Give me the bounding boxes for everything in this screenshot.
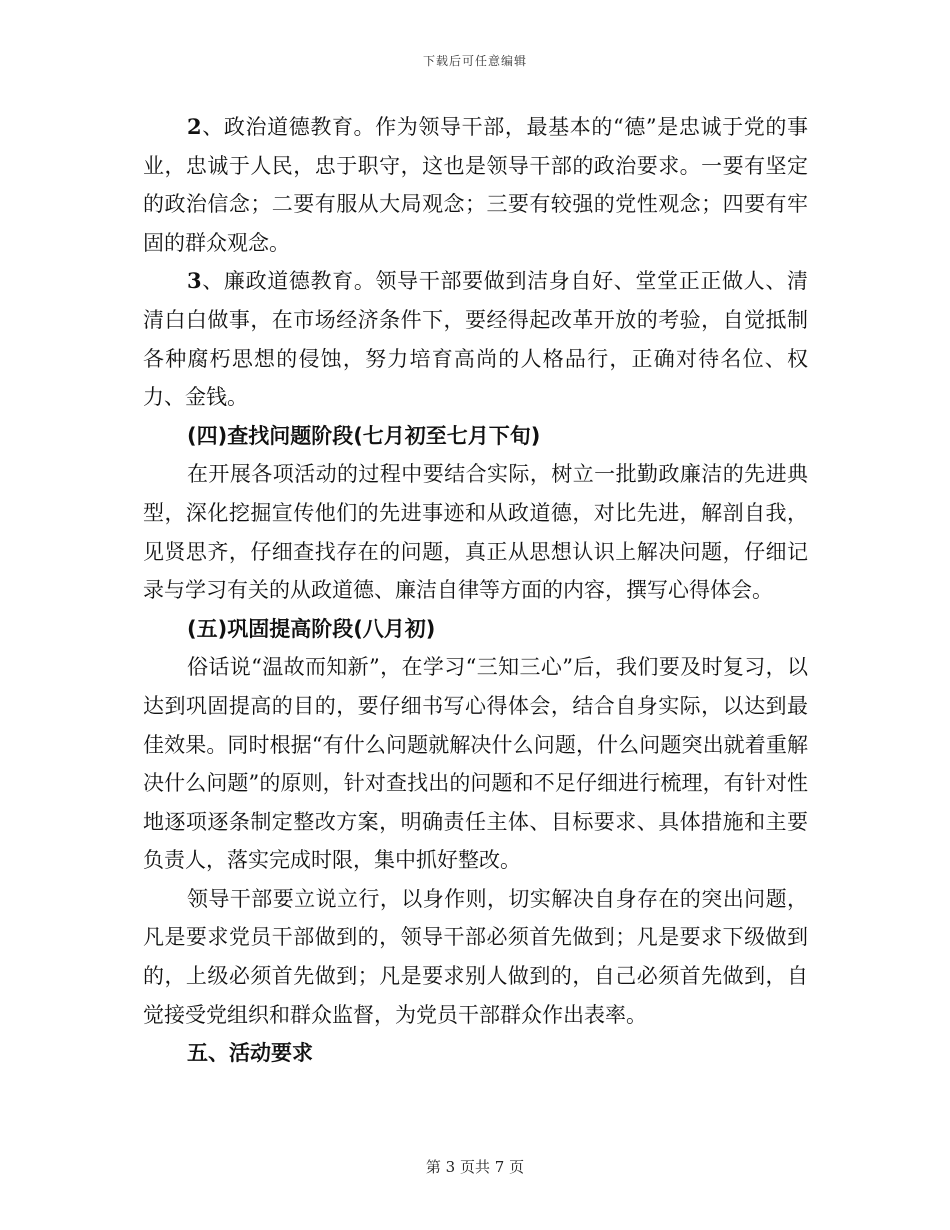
page-header: 下载后可任意编辑 [422,54,527,68]
paragraph-text: 、政治道德教育。作为领导干部，最基本的“德”是忠诚于党的事业，忠诚于人民，忠于职守，这也是领导干部的政治要求。一要有坚定的政治信念；二要有服从大局观念；三要有较强的党性观念；四要有牢固的群众观念。 [143,115,808,255]
item-number: 3 [187,268,202,294]
paragraph-political-ethics [143,108,808,262]
paragraph-leaders-example: 领导干部要立说立行，以身作则，切实解决自身存在的突出问题，凡是要求党员干部做到的，领导干部必须首先做到；凡是要求下级做到的，上级必须首先做到；凡是要求别人做到的，自己必须首先做到，自觉接受党组织和群众监督，为党员干部群众作出表率。 [143,886,808,1027]
page-footer: 第 3 页共 7 页 [425,1158,525,1176]
paragraph-find-problems: 在开展各项活动的过程中要结合实际，树立一批勤政廉洁的先进典型，深化挖掘宣传他们的先进事迹和从政道德，对比先进，解剖自我，见贤思齐，仔细查找存在的问题，真正从思想认识上解决问题，仔细记录与学习有关的从政道德、廉洁自律等方面的内容，撰写心得体会。 [143,462,808,603]
item-number: 2 [187,114,202,139]
heading-section-five: 五、活动要求 [187,1041,313,1066]
document-body [143,108,808,1073]
paragraph-text: 、廉政道德教育。领导干部要做到洁身自好、堂堂正正做人、清清白白做事，在市场经济条件下，要经得起改革开放的考验，自觉抵制各种腐朽思想的侵蚀，努力培育高尚的人格品行，正确对待名位、权力、金钱。 [143,269,808,410]
paragraph-consolidate: 俗话说“温故而知新”，在学习“三知三心”后，我们要及时复习，以达到巩固提高的目的，要仔细书写心得体会，结合自身实际，以达到最佳效果。同时根据“有什么问题就解决什么问题，什么问题突出就着重解决什么问题”的原则，针对查找出的问题和不足仔细进行梳理，有针对性地逐项逐条制定整改方案，明确责任主体、目标要求、具体措施和主要负责人，落实完成时限，集中抓好整改。 [143,655,808,873]
heading-stage-four: (四)查找问题阶段(七月初至七月下旬) [187,423,541,448]
paragraph-integrity-ethics [143,262,808,416]
heading-stage-five: (五)巩固提高阶段(八月初) [187,616,436,641]
